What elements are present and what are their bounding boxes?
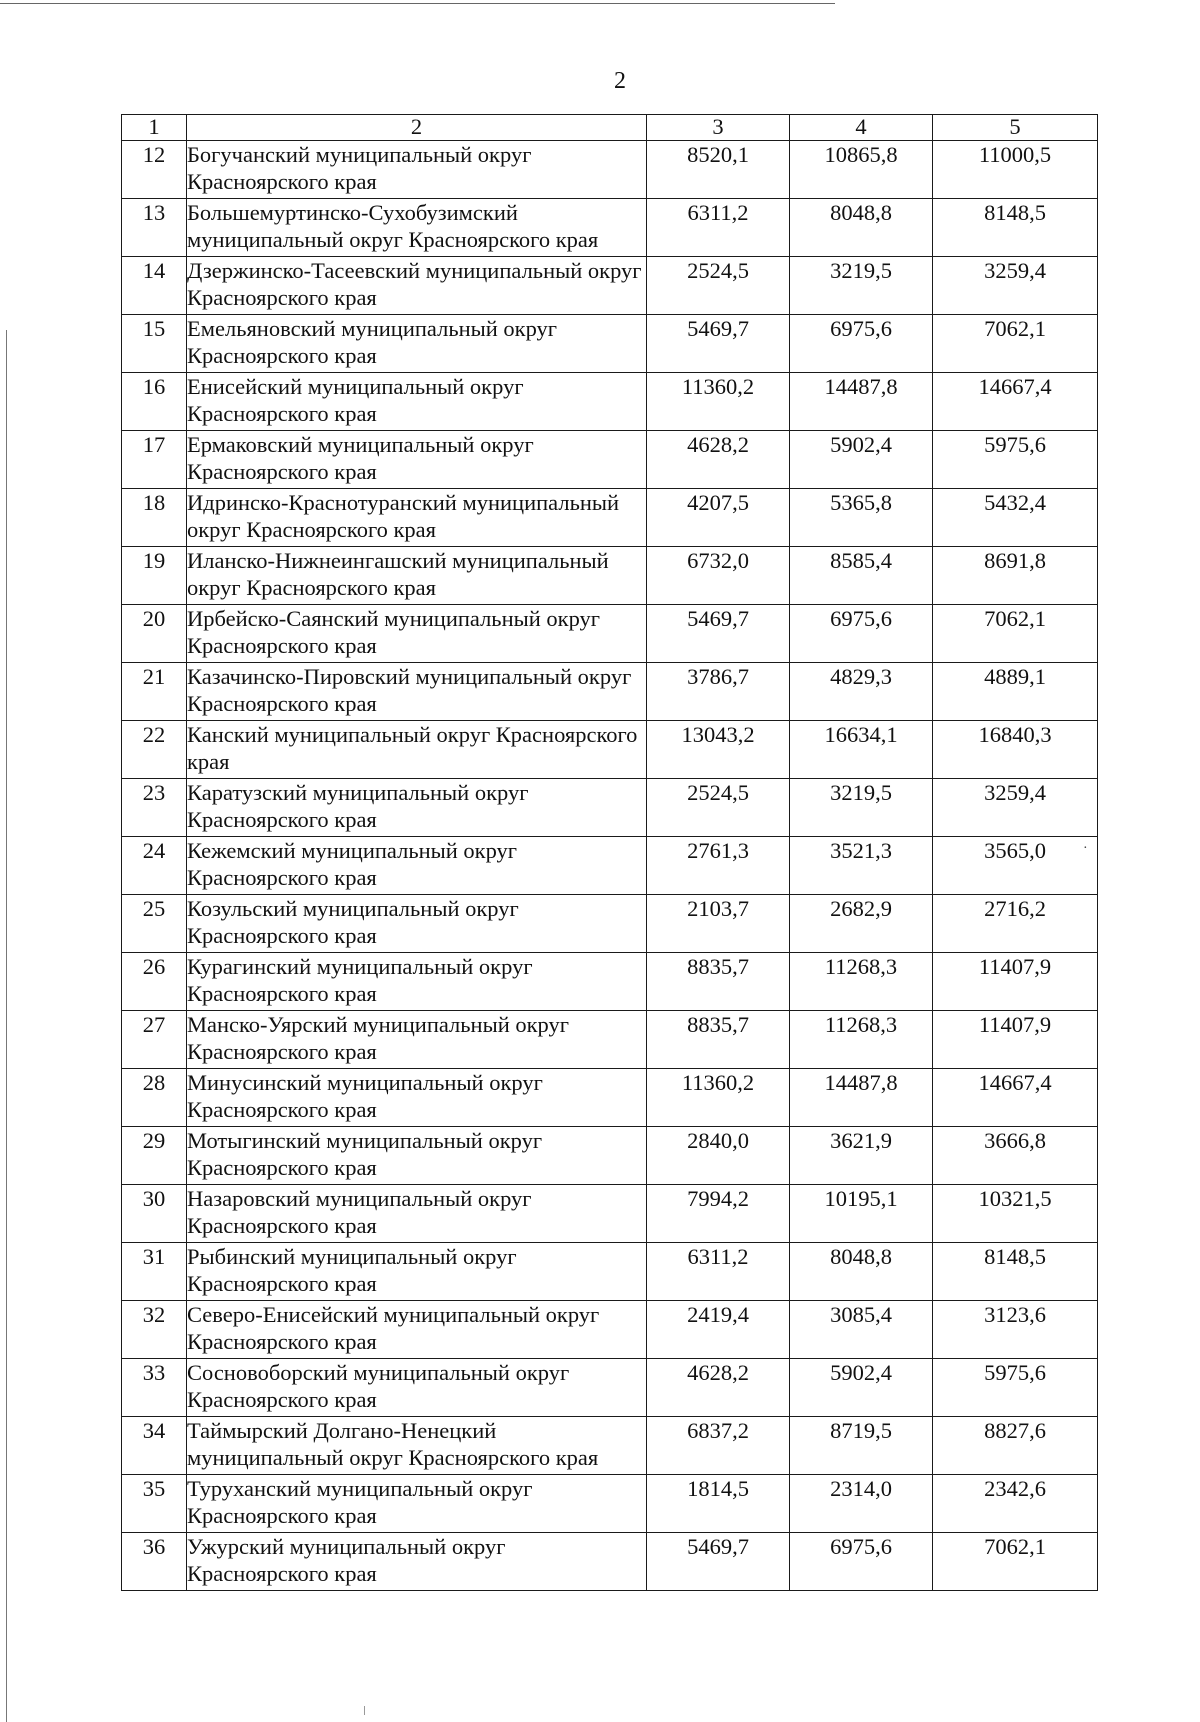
value-col5-cell: 3666,8 bbox=[933, 1127, 1098, 1185]
row-number-cell: 24 bbox=[122, 837, 187, 895]
value-col3-cell: 6732,0 bbox=[647, 547, 790, 605]
value-col5-cell: 2342,6 bbox=[933, 1475, 1098, 1533]
row-number-cell: 22 bbox=[122, 721, 187, 779]
scan-dot-mark: · bbox=[1083, 841, 1088, 856]
municipality-name-cell: Дзержинско-Тасеевский муниципальный округ Красноярского края bbox=[187, 257, 647, 315]
municipality-name-cell: Большемуртинско-Сухобузимский муниципальный округ Красноярского края bbox=[187, 199, 647, 257]
table-row bbox=[122, 1011, 1098, 1069]
row-number-cell: 31 bbox=[122, 1243, 187, 1301]
value-col5-cell: 11407,9 bbox=[933, 1011, 1098, 1069]
row-number-cell: 12 bbox=[122, 141, 187, 199]
value-col5-cell: 8148,5 bbox=[933, 1243, 1098, 1301]
row-number-cell: 35 bbox=[122, 1475, 187, 1533]
value-col5-cell: 7062,1 bbox=[933, 315, 1098, 373]
value-col5-cell: 7062,1 bbox=[933, 1533, 1098, 1591]
table-row bbox=[122, 257, 1098, 315]
value-col5-cell: 3123,6 bbox=[933, 1301, 1098, 1359]
value-col4-cell: 10195,1 bbox=[790, 1185, 933, 1243]
row-number-cell: 19 bbox=[122, 547, 187, 605]
value-col4-cell: 3521,3 bbox=[790, 837, 933, 895]
table-row bbox=[122, 837, 1098, 895]
table-row bbox=[122, 547, 1098, 605]
row-number-cell: 14 bbox=[122, 257, 187, 315]
value-col3-cell: 4207,5 bbox=[647, 489, 790, 547]
table-row bbox=[122, 953, 1098, 1011]
scan-bottom-mark bbox=[364, 1706, 365, 1715]
column-header-2: 2 bbox=[187, 115, 647, 141]
municipality-name-cell: Мотыгинский муниципальный округ Красноярского края bbox=[187, 1127, 647, 1185]
table-row bbox=[122, 1185, 1098, 1243]
municipality-name-cell: Назаровский муниципальный округ Красноярского края bbox=[187, 1185, 647, 1243]
table-row bbox=[122, 895, 1098, 953]
municipality-name-cell: Курагинский муниципальный округ Красноярского края bbox=[187, 953, 647, 1011]
value-col3-cell: 6837,2 bbox=[647, 1417, 790, 1475]
value-col5-cell: 8691,8 bbox=[933, 547, 1098, 605]
municipality-name-cell: Минусинский муниципальный округ Красноярского края bbox=[187, 1069, 647, 1127]
table-row bbox=[122, 199, 1098, 257]
value-col3-cell: 2103,7 bbox=[647, 895, 790, 953]
value-col3-cell: 4628,2 bbox=[647, 431, 790, 489]
municipality-name-cell: Идринско-Краснотуранский муниципальный округ Красноярского края bbox=[187, 489, 647, 547]
value-col3-cell: 8835,7 bbox=[647, 953, 790, 1011]
table-row bbox=[122, 1301, 1098, 1359]
row-number-cell: 17 bbox=[122, 431, 187, 489]
value-col3-cell: 11360,2 bbox=[647, 1069, 790, 1127]
value-col4-cell: 6975,6 bbox=[790, 1533, 933, 1591]
row-number-cell: 27 bbox=[122, 1011, 187, 1069]
table-row bbox=[122, 431, 1098, 489]
value-col3-cell: 4628,2 bbox=[647, 1359, 790, 1417]
value-col4-cell: 6975,6 bbox=[790, 315, 933, 373]
value-col3-cell: 2419,4 bbox=[647, 1301, 790, 1359]
top-border-line bbox=[0, 3, 835, 4]
value-col4-cell: 8585,4 bbox=[790, 547, 933, 605]
value-col3-cell: 3786,7 bbox=[647, 663, 790, 721]
value-col3-cell: 2840,0 bbox=[647, 1127, 790, 1185]
row-number-cell: 26 bbox=[122, 953, 187, 1011]
municipality-name-cell: Рыбинский муниципальный округ Красноярского края bbox=[187, 1243, 647, 1301]
column-header-5: 5 bbox=[933, 115, 1098, 141]
value-col5-cell: 10321,5 bbox=[933, 1185, 1098, 1243]
value-col5-cell: 4889,1 bbox=[933, 663, 1098, 721]
row-number-cell: 32 bbox=[122, 1301, 187, 1359]
value-col5-cell: 14667,4 bbox=[933, 1069, 1098, 1127]
table-row bbox=[122, 1069, 1098, 1127]
value-col3-cell: 6311,2 bbox=[647, 199, 790, 257]
row-number-cell: 33 bbox=[122, 1359, 187, 1417]
value-col3-cell: 2524,5 bbox=[647, 779, 790, 837]
column-header-4: 4 bbox=[790, 115, 933, 141]
value-col4-cell: 5902,4 bbox=[790, 1359, 933, 1417]
municipality-name-cell: Таймырский Долгано-Ненецкий муниципальный округ Красноярского края bbox=[187, 1417, 647, 1475]
left-page-edge bbox=[6, 330, 7, 1722]
table-row bbox=[122, 315, 1098, 373]
value-col5-cell: 7062,1 bbox=[933, 605, 1098, 663]
value-col4-cell: 8048,8 bbox=[790, 199, 933, 257]
table-row bbox=[122, 1127, 1098, 1185]
value-col4-cell: 2314,0 bbox=[790, 1475, 933, 1533]
row-number-cell: 16 bbox=[122, 373, 187, 431]
value-col3-cell: 2761,3 bbox=[647, 837, 790, 895]
municipality-name-cell: Туруханский муниципальный округ Красноярского края bbox=[187, 1475, 647, 1533]
page-number: 2 bbox=[614, 68, 626, 94]
value-col5-cell: 3259,4 bbox=[933, 257, 1098, 315]
header-row bbox=[122, 115, 1098, 141]
table-row bbox=[122, 373, 1098, 431]
value-col3-cell: 7994,2 bbox=[647, 1185, 790, 1243]
value-col5-cell: 3259,4 bbox=[933, 779, 1098, 837]
value-col4-cell: 3621,9 bbox=[790, 1127, 933, 1185]
value-col4-cell: 5902,4 bbox=[790, 431, 933, 489]
value-col3-cell: 6311,2 bbox=[647, 1243, 790, 1301]
row-number-cell: 30 bbox=[122, 1185, 187, 1243]
value-col4-cell: 3085,4 bbox=[790, 1301, 933, 1359]
value-col4-cell: 6975,6 bbox=[790, 605, 933, 663]
value-col3-cell: 8835,7 bbox=[647, 1011, 790, 1069]
value-col3-cell: 5469,7 bbox=[647, 1533, 790, 1591]
value-col4-cell: 11268,3 bbox=[790, 1011, 933, 1069]
data-table bbox=[121, 114, 1098, 1591]
municipality-name-cell: Ермаковский муниципальный округ Красноярского края bbox=[187, 431, 647, 489]
row-number-cell: 20 bbox=[122, 605, 187, 663]
row-number-cell: 23 bbox=[122, 779, 187, 837]
value-col5-cell: 16840,3 bbox=[933, 721, 1098, 779]
value-col5-cell: 8827,6 bbox=[933, 1417, 1098, 1475]
column-header-3: 3 bbox=[647, 115, 790, 141]
table-body bbox=[122, 141, 1098, 1591]
row-number-cell: 21 bbox=[122, 663, 187, 721]
value-col4-cell: 14487,8 bbox=[790, 373, 933, 431]
value-col3-cell: 11360,2 bbox=[647, 373, 790, 431]
value-col3-cell: 1814,5 bbox=[647, 1475, 790, 1533]
table-row bbox=[122, 1533, 1098, 1591]
value-col5-cell: 11000,5 bbox=[933, 141, 1098, 199]
table-row bbox=[122, 663, 1098, 721]
table-row bbox=[122, 721, 1098, 779]
row-number-cell: 28 bbox=[122, 1069, 187, 1127]
value-col3-cell: 13043,2 bbox=[647, 721, 790, 779]
row-number-cell: 18 bbox=[122, 489, 187, 547]
value-col4-cell: 3219,5 bbox=[790, 257, 933, 315]
municipality-name-cell: Иланско-Нижнеингашский муниципальный округ Красноярского края bbox=[187, 547, 647, 605]
value-col4-cell: 8048,8 bbox=[790, 1243, 933, 1301]
municipality-name-cell: Козульский муниципальный округ Красноярского края bbox=[187, 895, 647, 953]
value-col5-cell: 3565,0 bbox=[933, 837, 1098, 895]
value-col4-cell: 14487,8 bbox=[790, 1069, 933, 1127]
table-row bbox=[122, 1417, 1098, 1475]
column-header-1: 1 bbox=[122, 115, 187, 141]
municipality-name-cell: Богучанский муниципальный округ Красноярского края bbox=[187, 141, 647, 199]
value-col3-cell: 2524,5 bbox=[647, 257, 790, 315]
row-number-cell: 13 bbox=[122, 199, 187, 257]
municipality-name-cell: Казачинско-Пировский муниципальный округ Красноярского края bbox=[187, 663, 647, 721]
value-col3-cell: 5469,7 bbox=[647, 315, 790, 373]
value-col4-cell: 4829,3 bbox=[790, 663, 933, 721]
value-col5-cell: 5975,6 bbox=[933, 1359, 1098, 1417]
municipality-name-cell: Манско-Уярский муниципальный округ Красноярского края bbox=[187, 1011, 647, 1069]
row-number-cell: 15 bbox=[122, 315, 187, 373]
municipality-name-cell: Каратузский муниципальный округ Красноярского края bbox=[187, 779, 647, 837]
value-col4-cell: 5365,8 bbox=[790, 489, 933, 547]
value-col4-cell: 11268,3 bbox=[790, 953, 933, 1011]
value-col5-cell: 14667,4 bbox=[933, 373, 1098, 431]
table-row bbox=[122, 779, 1098, 837]
value-col4-cell: 16634,1 bbox=[790, 721, 933, 779]
row-number-cell: 29 bbox=[122, 1127, 187, 1185]
table-row bbox=[122, 141, 1098, 199]
table-row bbox=[122, 1359, 1098, 1417]
row-number-cell: 34 bbox=[122, 1417, 187, 1475]
value-col3-cell: 8520,1 bbox=[647, 141, 790, 199]
municipality-name-cell: Енисейский муниципальный округ Красноярского края bbox=[187, 373, 647, 431]
value-col4-cell: 2682,9 bbox=[790, 895, 933, 953]
municipality-name-cell: Сосновоборский муниципальный округ Красноярского края bbox=[187, 1359, 647, 1417]
row-number-cell: 36 bbox=[122, 1533, 187, 1591]
value-col3-cell: 5469,7 bbox=[647, 605, 790, 663]
value-col5-cell: 2716,2 bbox=[933, 895, 1098, 953]
value-col5-cell: 11407,9 bbox=[933, 953, 1098, 1011]
value-col4-cell: 8719,5 bbox=[790, 1417, 933, 1475]
municipality-name-cell: Кежемский муниципальный округ Красноярского края bbox=[187, 837, 647, 895]
table-row bbox=[122, 489, 1098, 547]
municipality-name-cell: Северо-Енисейский муниципальный округ Красноярского края bbox=[187, 1301, 647, 1359]
table-row bbox=[122, 1475, 1098, 1533]
value-col5-cell: 5975,6 bbox=[933, 431, 1098, 489]
municipality-name-cell: Ирбейско-Саянский муниципальный округ Красноярского края bbox=[187, 605, 647, 663]
value-col4-cell: 10865,8 bbox=[790, 141, 933, 199]
municipality-name-cell: Емельяновский муниципальный округ Красноярского края bbox=[187, 315, 647, 373]
table-row bbox=[122, 1243, 1098, 1301]
value-col4-cell: 3219,5 bbox=[790, 779, 933, 837]
municipality-name-cell: Ужурский муниципальный округ Красноярского края bbox=[187, 1533, 647, 1591]
table-row bbox=[122, 605, 1098, 663]
value-col5-cell: 8148,5 bbox=[933, 199, 1098, 257]
municipality-name-cell: Канский муниципальный округ Красноярского края bbox=[187, 721, 647, 779]
value-col5-cell: 5432,4 bbox=[933, 489, 1098, 547]
row-number-cell: 25 bbox=[122, 895, 187, 953]
